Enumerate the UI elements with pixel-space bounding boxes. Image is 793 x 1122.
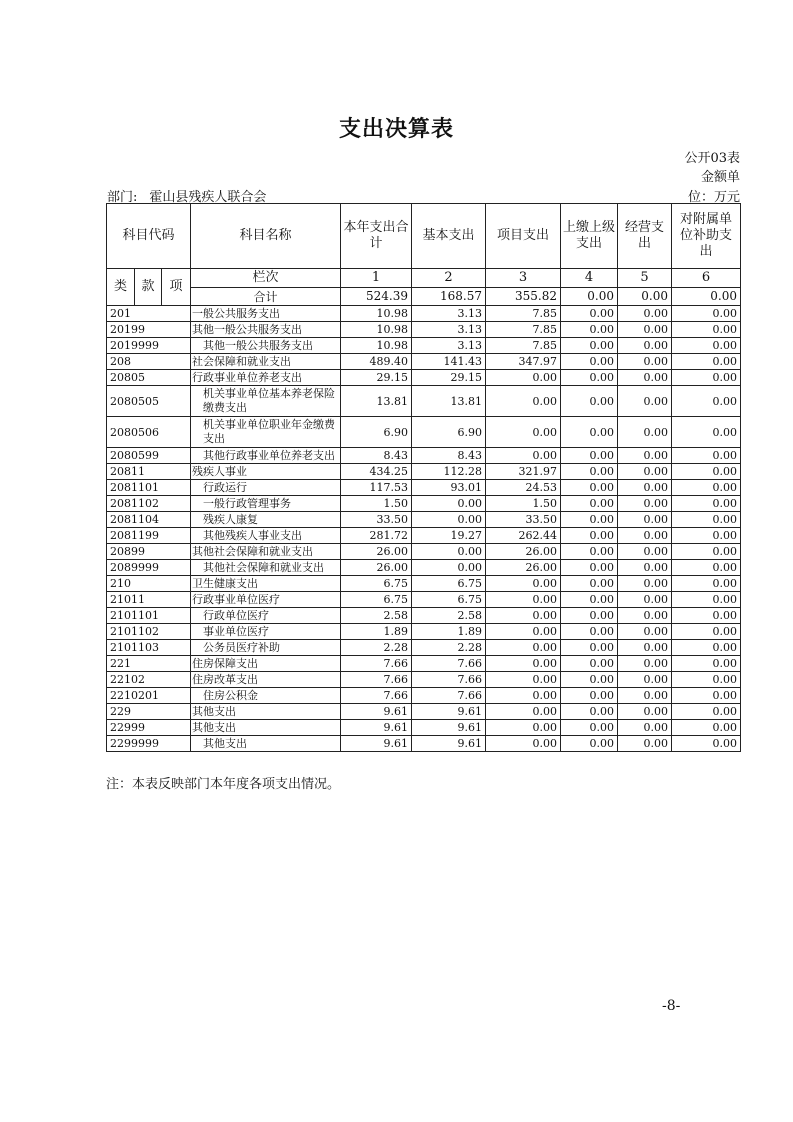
col-number: 3	[486, 269, 561, 288]
amount-cell: 7.66	[412, 672, 486, 688]
amount-cell: 0.00	[486, 386, 561, 417]
amount-cell: 262.44	[486, 528, 561, 544]
page-title: 支出决算表	[338, 116, 454, 142]
amount-cell: 0.00	[486, 736, 561, 752]
amount-cell: 0.00	[618, 480, 672, 496]
amount-cell: 26.00	[341, 544, 412, 560]
amount-cell: 0.00	[672, 338, 741, 354]
table-row	[107, 354, 741, 370]
amount-cell: 7.66	[341, 688, 412, 704]
amount-cell: 33.50	[486, 512, 561, 528]
amount-cell: 0.00	[561, 704, 618, 720]
amount-cell: 7.85	[486, 306, 561, 322]
amount-cell: 6.75	[412, 576, 486, 592]
amount-cell: 117.53	[341, 480, 412, 496]
page-number: -8-	[662, 998, 681, 1014]
amount-cell: 0.00	[672, 608, 741, 624]
amount-cell: 347.97	[486, 354, 561, 370]
amount-cell: 0.00	[618, 354, 672, 370]
amount-cell: 0.00	[486, 608, 561, 624]
amount-cell: 0.00	[561, 464, 618, 480]
subject-name: 公务员医疗补助	[191, 640, 341, 656]
amount-cell: 0.00	[672, 512, 741, 528]
amount-cell: 0.00	[486, 704, 561, 720]
table-row	[107, 322, 741, 338]
amount-cell: 19.27	[412, 528, 486, 544]
amount-cell: 0.00	[618, 560, 672, 576]
total-cell: 0.00	[672, 288, 741, 306]
table-row	[107, 448, 741, 464]
subject-name: 一般公共服务支出	[191, 306, 341, 322]
subject-name: 行政运行	[191, 480, 341, 496]
subject-code: 2081101	[107, 480, 191, 496]
total-cell: 0.00	[561, 288, 618, 306]
amount-cell: 0.00	[672, 688, 741, 704]
subject-name: 事业单位医疗	[191, 624, 341, 640]
amount-cell: 0.00	[561, 417, 618, 448]
subject-code: 2080505	[107, 386, 191, 417]
amount-cell: 3.13	[412, 322, 486, 338]
amount-cell: 0.00	[672, 640, 741, 656]
amount-cell: 93.01	[412, 480, 486, 496]
subject-name: 住房保障支出	[191, 656, 341, 672]
amount-cell: 0.00	[672, 496, 741, 512]
total-cell: 168.57	[412, 288, 486, 306]
table-row	[107, 704, 741, 720]
table-row	[107, 306, 741, 322]
table-row	[107, 496, 741, 512]
amount-cell: 0.00	[618, 528, 672, 544]
subject-code: 2299999	[107, 736, 191, 752]
table-row	[107, 338, 741, 354]
amount-cell: 0.00	[561, 544, 618, 560]
amount-cell: 24.53	[486, 480, 561, 496]
table-row	[107, 386, 741, 417]
amount-cell: 0.00	[672, 672, 741, 688]
header-lanci: 栏次	[191, 269, 341, 288]
subject-code: 2080599	[107, 448, 191, 464]
amount-cell: 0.00	[672, 704, 741, 720]
amount-cell: 0.00	[561, 672, 618, 688]
amount-cell: 7.66	[412, 688, 486, 704]
table-row	[107, 528, 741, 544]
amount-cell: 0.00	[412, 560, 486, 576]
amount-cell: 0.00	[561, 322, 618, 338]
subject-name: 残疾人事业	[191, 464, 341, 480]
header-upper: 上缴上级支出	[561, 204, 618, 269]
total-cell: 355.82	[486, 288, 561, 306]
subject-name: 住房改革支出	[191, 672, 341, 688]
amount-cell: 9.61	[341, 736, 412, 752]
subject-code: 20899	[107, 544, 191, 560]
amount-cell: 10.98	[341, 338, 412, 354]
amount-cell: 0.00	[412, 496, 486, 512]
subject-name: 住房公积金	[191, 688, 341, 704]
amount-cell: 0.00	[618, 704, 672, 720]
amount-cell: 0.00	[618, 720, 672, 736]
amount-cell: 0.00	[618, 592, 672, 608]
amount-cell: 0.00	[561, 496, 618, 512]
amount-cell: 0.00	[561, 370, 618, 386]
subject-name: 其他支出	[191, 736, 341, 752]
subject-code: 2089999	[107, 560, 191, 576]
amount-cell: 0.00	[618, 544, 672, 560]
amount-cell: 9.61	[412, 736, 486, 752]
amount-cell: 0.00	[561, 656, 618, 672]
subject-name: 机关事业单位基本养老保险缴费支出	[191, 386, 341, 417]
column-number-row	[107, 269, 741, 288]
amount-cell: 0.00	[561, 338, 618, 354]
amount-cell: 0.00	[561, 306, 618, 322]
amount-cell: 0.00	[672, 528, 741, 544]
amount-cell: 0.00	[672, 736, 741, 752]
amount-cell: 0.00	[618, 496, 672, 512]
amount-cell: 2.58	[412, 608, 486, 624]
amount-cell: 0.00	[618, 608, 672, 624]
amount-cell: 0.00	[618, 672, 672, 688]
subject-name: 其他残疾人事业支出	[191, 528, 341, 544]
col-number: 4	[561, 269, 618, 288]
amount-cell: 33.50	[341, 512, 412, 528]
amount-cell: 7.66	[341, 672, 412, 688]
amount-cell: 7.85	[486, 322, 561, 338]
subject-code: 2080506	[107, 417, 191, 448]
amount-cell: 0.00	[561, 448, 618, 464]
table-row	[107, 560, 741, 576]
amount-cell: 0.00	[561, 608, 618, 624]
amount-cell: 0.00	[672, 624, 741, 640]
subject-code: 2081199	[107, 528, 191, 544]
subject-code: 22102	[107, 672, 191, 688]
amount-cell: 8.43	[412, 448, 486, 464]
amount-cell: 0.00	[561, 386, 618, 417]
amount-cell: 7.85	[486, 338, 561, 354]
subject-code: 2081102	[107, 496, 191, 512]
col-number: 5	[618, 269, 672, 288]
subject-name: 一般行政管理事务	[191, 496, 341, 512]
amount-cell: 0.00	[672, 576, 741, 592]
amount-cell: 321.97	[486, 464, 561, 480]
amount-cell: 1.89	[412, 624, 486, 640]
subject-name: 其他社会保障和就业支出	[191, 560, 341, 576]
amount-cell: 9.61	[412, 704, 486, 720]
subject-code: 229	[107, 704, 191, 720]
amount-cell: 0.00	[486, 592, 561, 608]
amount-cell: 6.90	[412, 417, 486, 448]
subject-code: 20805	[107, 370, 191, 386]
header-total: 本年支出合计	[341, 204, 412, 269]
header-project: 项目支出	[486, 204, 561, 269]
subject-code: 2101101	[107, 608, 191, 624]
subject-code: 22999	[107, 720, 191, 736]
form-number: 公开03表	[684, 151, 740, 166]
amount-cell: 0.00	[618, 417, 672, 448]
amount-cell: 0.00	[672, 592, 741, 608]
amount-cell: 0.00	[672, 322, 741, 338]
amount-cell: 0.00	[618, 512, 672, 528]
table-row	[107, 370, 741, 386]
amount-cell: 6.75	[341, 592, 412, 608]
amount-cell: 0.00	[486, 656, 561, 672]
subject-name: 机关事业单位职业年金缴费支出	[191, 417, 341, 448]
subject-name: 社会保障和就业支出	[191, 354, 341, 370]
table-row	[107, 464, 741, 480]
amount-cell: 0.00	[561, 736, 618, 752]
amount-cell: 0.00	[672, 370, 741, 386]
table-row	[107, 544, 741, 560]
department-name: 霍山县残疾人联合会	[149, 190, 267, 205]
amount-cell: 29.15	[341, 370, 412, 386]
amount-cell: 0.00	[618, 576, 672, 592]
amount-cell: 0.00	[561, 354, 618, 370]
amount-cell: 0.00	[618, 464, 672, 480]
amount-cell: 0.00	[486, 624, 561, 640]
total-cell: 0.00	[618, 288, 672, 306]
amount-cell: 0.00	[618, 448, 672, 464]
amount-cell: 0.00	[672, 560, 741, 576]
amount-cell: 6.90	[341, 417, 412, 448]
amount-cell: 6.75	[412, 592, 486, 608]
amount-cell: 7.66	[412, 656, 486, 672]
subject-code: 2210201	[107, 688, 191, 704]
amount-cell: 0.00	[561, 528, 618, 544]
amount-cell: 9.61	[412, 720, 486, 736]
table-row	[107, 608, 741, 624]
amount-cell: 9.61	[341, 704, 412, 720]
amount-cell: 0.00	[618, 624, 672, 640]
amount-cell: 2.28	[412, 640, 486, 656]
table-row	[107, 512, 741, 528]
subject-code: 20811	[107, 464, 191, 480]
amount-cell: 0.00	[618, 306, 672, 322]
amount-cell: 0.00	[486, 640, 561, 656]
table-row	[107, 640, 741, 656]
table-row	[107, 736, 741, 752]
amount-cell: 8.43	[341, 448, 412, 464]
amount-cell: 26.00	[341, 560, 412, 576]
table-row	[107, 720, 741, 736]
subject-code: 2081104	[107, 512, 191, 528]
header-row	[107, 204, 741, 269]
amount-cell: 0.00	[561, 592, 618, 608]
header-name: 科目名称	[191, 204, 341, 269]
col-number: 1	[341, 269, 412, 288]
header-lei: 类	[107, 269, 135, 306]
amount-cell: 2.28	[341, 640, 412, 656]
subject-name: 其他行政事业单位养老支出	[191, 448, 341, 464]
amount-cell: 0.00	[618, 736, 672, 752]
amount-cell: 141.43	[412, 354, 486, 370]
amount-cell: 7.66	[341, 656, 412, 672]
amount-cell: 281.72	[341, 528, 412, 544]
amount-cell: 0.00	[486, 370, 561, 386]
header-xiang: 项	[162, 269, 191, 306]
amount-cell: 0.00	[618, 640, 672, 656]
table-row	[107, 656, 741, 672]
amount-cell: 0.00	[486, 576, 561, 592]
amount-cell: 9.61	[341, 720, 412, 736]
total-row	[107, 288, 741, 306]
amount-cell: 0.00	[618, 688, 672, 704]
amount-cell: 0.00	[672, 464, 741, 480]
amount-cell: 0.00	[672, 306, 741, 322]
total-cell: 524.39	[341, 288, 412, 306]
subject-code: 2101102	[107, 624, 191, 640]
amount-cell: 112.28	[412, 464, 486, 480]
subject-name: 其他支出	[191, 720, 341, 736]
subject-name: 其他一般公共服务支出	[191, 338, 341, 354]
amount-cell: 6.75	[341, 576, 412, 592]
subject-code: 201	[107, 306, 191, 322]
amount-cell: 0.00	[618, 370, 672, 386]
amount-cell: 3.13	[412, 306, 486, 322]
subject-name: 残疾人康复	[191, 512, 341, 528]
amount-cell: 0.00	[486, 720, 561, 736]
header-kuan: 款	[135, 269, 162, 306]
table-row	[107, 417, 741, 448]
col-number: 2	[412, 269, 486, 288]
table-row	[107, 592, 741, 608]
header-basic: 基本支出	[412, 204, 486, 269]
amount-cell: 489.40	[341, 354, 412, 370]
amount-cell: 1.50	[486, 496, 561, 512]
amount-cell: 26.00	[486, 560, 561, 576]
amount-cell: 434.25	[341, 464, 412, 480]
subject-code: 2019999	[107, 338, 191, 354]
amount-cell: 0.00	[672, 480, 741, 496]
amount-cell: 0.00	[486, 688, 561, 704]
amount-cell: 26.00	[486, 544, 561, 560]
amount-cell: 0.00	[561, 720, 618, 736]
amount-cell: 0.00	[561, 512, 618, 528]
subject-code: 210	[107, 576, 191, 592]
amount-unit-line1: 金额单	[700, 170, 740, 185]
amount-cell: 0.00	[561, 480, 618, 496]
header-business: 经营支出	[618, 204, 672, 269]
amount-cell: 0.00	[672, 448, 741, 464]
amount-cell: 0.00	[486, 448, 561, 464]
amount-cell: 3.13	[412, 338, 486, 354]
amount-cell: 13.81	[412, 386, 486, 417]
amount-cell: 29.15	[412, 370, 486, 386]
expenditure-table	[106, 203, 741, 752]
subject-name: 行政事业单位养老支出	[191, 370, 341, 386]
amount-cell: 0.00	[672, 386, 741, 417]
amount-cell: 0.00	[561, 688, 618, 704]
amount-cell: 0.00	[618, 386, 672, 417]
amount-cell: 0.00	[672, 354, 741, 370]
subject-name: 行政事业单位医疗	[191, 592, 341, 608]
subject-name: 其他支出	[191, 704, 341, 720]
table-row	[107, 480, 741, 496]
header-code: 科目代码	[107, 204, 191, 269]
amount-cell: 10.98	[341, 306, 412, 322]
amount-cell: 0.00	[672, 544, 741, 560]
amount-cell: 1.50	[341, 496, 412, 512]
department-label: 部门:	[107, 190, 138, 205]
amount-cell: 0.00	[561, 560, 618, 576]
subject-name: 行政单位医疗	[191, 608, 341, 624]
total-label: 合计	[191, 288, 341, 306]
amount-cell: 0.00	[618, 656, 672, 672]
amount-cell: 0.00	[486, 672, 561, 688]
table-row	[107, 672, 741, 688]
amount-cell: 2.58	[341, 608, 412, 624]
amount-cell: 10.98	[341, 322, 412, 338]
subject-code: 2101103	[107, 640, 191, 656]
amount-cell: 0.00	[672, 720, 741, 736]
table-row	[107, 624, 741, 640]
subject-code: 221	[107, 656, 191, 672]
amount-unit-line2: 位：万元	[687, 190, 740, 205]
amount-cell: 0.00	[561, 624, 618, 640]
amount-cell: 0.00	[618, 322, 672, 338]
amount-cell: 0.00	[486, 417, 561, 448]
header-subsidy: 对附属单位补助支出	[672, 204, 741, 269]
footnote: 注：本表反映部门本年度各项支出情况。	[106, 777, 341, 792]
amount-cell: 0.00	[618, 338, 672, 354]
amount-cell: 1.89	[341, 624, 412, 640]
amount-cell: 0.00	[672, 656, 741, 672]
amount-cell: 13.81	[341, 386, 412, 417]
subject-code: 20199	[107, 322, 191, 338]
amount-cell: 0.00	[561, 576, 618, 592]
subject-code: 21011	[107, 592, 191, 608]
amount-cell: 0.00	[561, 640, 618, 656]
amount-cell: 0.00	[672, 417, 741, 448]
table-row	[107, 688, 741, 704]
col-number: 6	[672, 269, 741, 288]
subject-name: 其他一般公共服务支出	[191, 322, 341, 338]
amount-cell: 0.00	[412, 512, 486, 528]
table-row	[107, 576, 741, 592]
subject-code: 208	[107, 354, 191, 370]
subject-name: 其他社会保障和就业支出	[191, 544, 341, 560]
amount-cell: 0.00	[412, 544, 486, 560]
subject-name: 卫生健康支出	[191, 576, 341, 592]
